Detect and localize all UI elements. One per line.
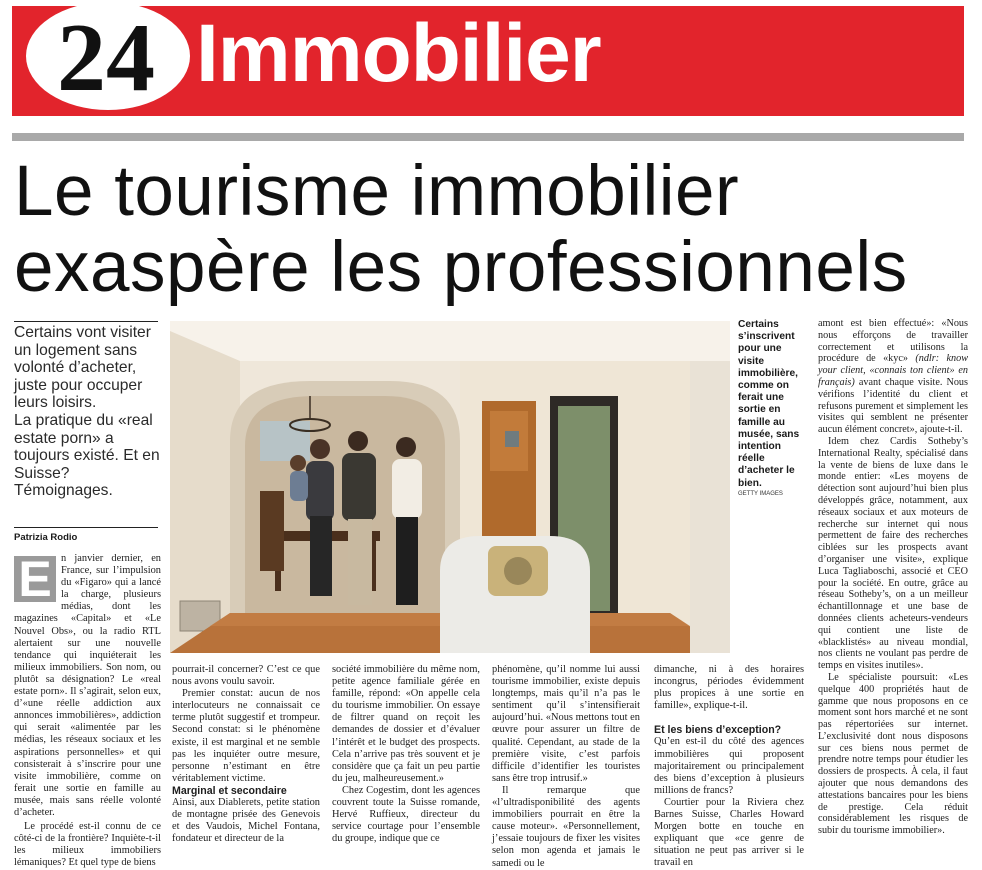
- headline-line-2: exaspère les professionnels: [14, 228, 908, 307]
- section-title: Immobilier: [196, 8, 601, 99]
- paragraph: Idem chez Cardis Sotheby’s International Realty, spécialisé dans la vente de biens de luxe dans le monde entier: «Les moyens de détection sont aujourd’hui bien plus développés grâce, notamment, aux réseaux sociaux et aux moteurs de recherche sur internet qui nous permettent de faire des recherches ciblées sur les prospects avant d’organiser une visite», explique Luca Tagliaboschi, associé et CEO pour la société. En outre, grâce au réseau Sotheby’s, on a un meilleur échantillonnage et une base de données clients acheteurs-vendeurs qui contient une liste de «blacklistés» au niveau mondial, nos clients ne voulant pas perdre de temps en visites inutiles».: [818, 435, 968, 672]
- article-photo: [170, 321, 730, 653]
- author-byline: Patrizia Rodio: [14, 532, 78, 543]
- article-column-1: [14, 553, 161, 869]
- paragraph: société immobilière du même nom, petite agence familiale gérée en famille, répond: «On appelle cela du tourisme immobilier. On essaye de filtrer quand on reçoit les demandes de dossier et d’évaluer l’intérêt et le budget des prospects. Cela n’arrive pas très souvent et je considère que ça fait un peu partie du jeu, malheureusement.»: [332, 664, 480, 784]
- article-column-2: [172, 664, 320, 845]
- text-run: amont est bien effectué»: «Nous nous efforçons de travailler correctement et utilisons la procédure de «kyc»: [818, 318, 968, 365]
- paragraph: dimanche, ni à des horaires incongrus, périodes évidemment plus propices à une sortie en famille», explique-t-il.: [654, 664, 804, 712]
- dropcap: E: [14, 556, 56, 602]
- headline-line-1: Le tourisme immobilier: [14, 152, 740, 231]
- paragraph: Le procédé est-il connu de ce côté-ci de la frontière? Inquiète-t-il les milieux immobiliers lémaniques? Et quel type de biens: [14, 821, 161, 869]
- paragraph: Qu’en est-il du côté des agences immobilières qui proposent majoritairement ou principalement des biens d’exception à plusieurs millions de francs?: [654, 736, 804, 796]
- masthead-logo: [22, 0, 192, 110]
- photo-caption: Certains s’inscrivent pour une visite immobilière, comme on ferait une sortie en famille au musée, sans intention réelle d’acheter le bien.: [738, 319, 800, 489]
- paragraph: phénomène, qu’il nomme lui aussi tourisme immobilier, existe depuis longtemps, mais qu’il n’a pas le sentiment qu’il s’intensifierait aujourd’hui. «Nous mettons tout en œuvre pour assurer un filtre de qualité. Cependant, au stade de la première visite, c’est parfois difficile d’identifier les touristes sans être trop intrusif.»: [492, 664, 640, 784]
- paragraph: Premier constat: aucun de nos interlocuteurs ne connaissait ce terme plutôt suggestif et trompeur. Second constat: si le phénomène existe, il est marginal et ne semble pas les inquiéter outre mesure, personne n’estimant en être véritablement victime.: [172, 688, 320, 784]
- article-column-6: [818, 318, 968, 837]
- paragraph: Chez Cogestim, dont les agences couvrent toute la Suisse romande, Hervé Ruffieux, directeur du service courtage pour l’ensemble du groupe, indique que ce: [332, 784, 480, 845]
- editor-note: (ndlr: know your client, «connais ton client» en français): [818, 353, 968, 388]
- lede-paragraph: Certains vont visiter un logement sans volonté d’acheter, juste pour occuper leurs loisirs.: [14, 324, 151, 412]
- paragraph: Il remarque que «l’ultradisponibilité des agents immobiliers pourrait en être la cause moteur». «Personnellement, j’essaie toujours de fixer les visites selon mon agenda et jamais le samedi ou le: [492, 784, 640, 869]
- divider: [12, 133, 964, 141]
- subheading: Marginal et secondaire: [172, 784, 287, 797]
- article-column-4: [492, 664, 640, 870]
- text-run: avant chaque visite. Nous vérifions l’identité du client et refusons purement et simplement les visites qui semblent ne présenter aucun élément concret», ajoute-t-il.: [818, 376, 968, 436]
- article-column-3: [332, 664, 480, 845]
- paragraph: [818, 318, 968, 436]
- photo-credit: GETTY IMAGES: [738, 491, 783, 497]
- paragraph: Courtier pour la Riviera chez Barnes Suisse, Charles Howard Morgen botte en touche en expliquant que «ce genre de situation ne peut pas arriver si le travail en: [654, 796, 804, 869]
- subheading: Et les biens d’exception?: [654, 724, 782, 737]
- divider: [14, 321, 158, 322]
- paragraph: Ainsi, aux Diablerets, petite station de montagne prisée des Genevois et des Vaudois, Michel Fontana, fondateur et directeur de la: [172, 797, 320, 845]
- article-column-5: [654, 664, 804, 870]
- paragraph: Le spécialiste poursuit: «Les quelque 400 propriétés haut de gamme que nous proposons en ce moment sont hors marché et ne sont pas répertoriées sur internet. L’exclusivité dont nous disposons sur ces biens nous permet de prendre notre temps pour étudier les dossiers de prospects. À cela, il faut ajouter que nous demandons des attestations bancaires pour les biens de prestige. Cela réduit considérablement les risques de subir du tourisme immobilier».: [818, 671, 968, 837]
- paragraph: pourrait-il concerner? C’est ce que nous avons voulu savoir.: [172, 664, 320, 688]
- paragraph: n janvier dernier, en France, sur l’impulsion du «Figaro» qui a lancé la charge, plusieurs médias, dont les magazines «Capital» et «Le Nouvel Obs», ou la radio RTL alertaient sur une nouvelle tendance qui inquiéterait les milieux immobiliers. Son nom, ou plutôt sa désignation? Le «real estate porn». Il s’agirait, selon eux, d’«une réelle addiction aux annonces immobilières», addiction qui serait «alimentée par les médias, les réseaux sociaux et les aspirations personnelles» et qui consisterait à s’inscrire pour une visite immobilière, comme on ferait une sortie en famille au musée, mais sans réelle volonté d’acheter.: [14, 553, 161, 818]
- divider: [14, 527, 158, 528]
- lede-paragraph: La pratique du «real estate porn» a toujours existé. Et en Suisse? Témoignages.: [14, 411, 160, 500]
- logo-number: 24: [57, 4, 155, 110]
- lede: [14, 324, 164, 500]
